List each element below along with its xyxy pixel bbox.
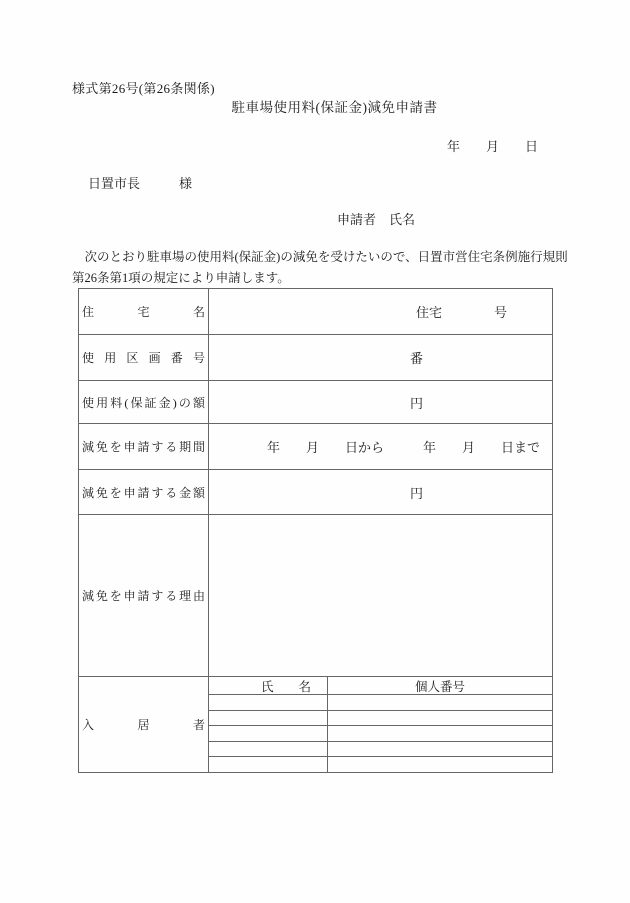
label-residents-text: 入居者 [82, 718, 205, 732]
field-parcel-number-text: 番 [409, 351, 423, 366]
row-fee-amount [79, 381, 552, 424]
resident-number-cell [328, 757, 552, 772]
label-exemption-reason-text: 減免を申請する理由 [82, 589, 205, 603]
resident-number-cell [328, 711, 552, 726]
field-exemption-amount-text: 円 [409, 485, 423, 501]
row-parcel-number [79, 335, 552, 381]
field-exemption-amount [209, 470, 552, 514]
resident-empty-row [209, 695, 552, 711]
field-exemption-period-text: 年 月 日から 年 月 日まで [266, 440, 540, 455]
body-paragraph-line1: 次のとおり駐車場の使用料(保証金)の減免を受けたいので、日置市営住宅条例施行規則 [72, 250, 568, 264]
residents-header-row [209, 677, 552, 695]
field-housing-name-text: 住宅 号 [415, 305, 507, 320]
resident-number-cell [328, 726, 552, 741]
residents-subtable-cell [209, 677, 552, 772]
resident-name-cell [209, 711, 328, 726]
resident-number-cell [328, 742, 552, 757]
row-exemption-period [79, 424, 552, 470]
resident-empty-row [209, 742, 552, 758]
application-table [78, 288, 553, 773]
row-exemption-reason [79, 515, 552, 677]
label-exemption-period [79, 424, 209, 469]
label-parcel-number-text: 使用区画番号 [82, 351, 205, 365]
row-residents [79, 677, 552, 772]
resident-empty-row [209, 726, 552, 742]
field-exemption-period [209, 424, 552, 469]
label-parcel-number [79, 335, 209, 380]
row-exemption-amount [79, 470, 552, 515]
label-residents [79, 677, 209, 772]
field-parcel-number [209, 335, 552, 380]
body-paragraph-line2: 第26条第1項の規定により申請します。 [72, 271, 290, 285]
field-fee-amount-text: 円 [409, 395, 423, 411]
residents-number-header [328, 677, 552, 694]
resident-empty-row [209, 711, 552, 727]
row-housing-name [79, 289, 552, 335]
residents-name-header [209, 677, 328, 694]
label-housing-name-text: 住宅名 [82, 305, 205, 319]
label-exemption-period-text: 減免を申請する期間 [82, 440, 205, 454]
resident-name-cell [209, 695, 328, 710]
residents-subtable [209, 677, 552, 772]
resident-name-cell [209, 757, 328, 772]
label-housing-name [79, 289, 209, 334]
resident-empty-row [209, 757, 552, 772]
label-exemption-reason [79, 515, 209, 676]
label-exemption-amount [79, 470, 209, 514]
resident-name-cell [209, 742, 328, 757]
field-exemption-reason [209, 515, 552, 676]
addressee-line: 日置市長 様 [88, 176, 193, 191]
label-fee-amount-text: 使用料(保証金)の額 [82, 395, 205, 410]
field-housing-name [209, 289, 552, 334]
document-title: 駐車場使用料(保証金)減免申請書 [231, 100, 438, 115]
residents-number-header-text: 個人番号 [414, 679, 465, 694]
field-fee-amount [209, 381, 552, 423]
label-exemption-amount-text: 減免を申請する金額 [82, 485, 205, 500]
resident-number-cell [328, 695, 552, 710]
date-line: 年 月 日 [447, 139, 539, 154]
label-fee-amount [79, 381, 209, 423]
applicant-name-line: 申請者 氏名 [337, 212, 416, 227]
residents-name-header-text: 氏 名 [260, 679, 311, 694]
body-paragraph [72, 247, 582, 289]
resident-name-cell [209, 726, 328, 741]
form-number: 様式第26号(第26条関係) [72, 81, 215, 96]
